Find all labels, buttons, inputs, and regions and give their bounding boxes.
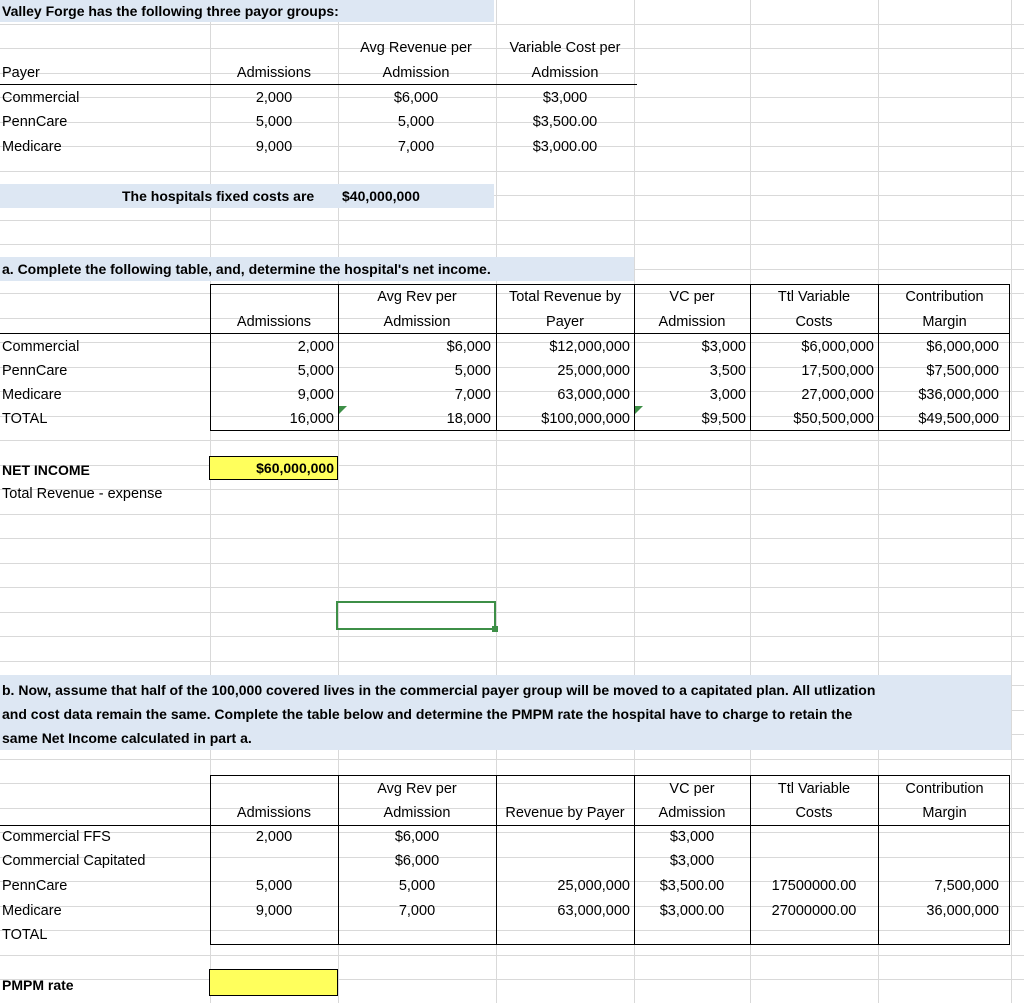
part-a-row-admissions: 5,000 bbox=[297, 363, 334, 379]
part-b-line-2: and cost data remain the same. Complete the table below and determine the PMPM rate the hospital have to charge to retain the bbox=[2, 706, 853, 722]
part-a-table-frame bbox=[210, 284, 1010, 431]
payor-header-payer: Payer bbox=[2, 65, 40, 81]
payor-row-avg-rev: 5,000 bbox=[397, 114, 435, 130]
part-a-header-ttl-vc-2: Costs bbox=[795, 314, 833, 330]
part-a-row-cm: $6,000,000 bbox=[926, 339, 999, 355]
part-b-row-avg-rev: $6,000 bbox=[394, 853, 440, 869]
payor-row-avg-rev: $6,000 bbox=[393, 90, 439, 106]
part-a-col-divider bbox=[750, 284, 751, 431]
part-b-row-vc: $3,000 bbox=[669, 853, 715, 869]
part-a-row-ttl-vc: 27,000,000 bbox=[801, 387, 874, 403]
fixed-costs-value: $40,000,000 bbox=[342, 188, 420, 204]
part-b-row-cm: 36,000,000 bbox=[926, 903, 999, 919]
payor-header-avg-rev-2: Admission bbox=[382, 65, 450, 81]
part-a-row-payer: Medicare bbox=[2, 387, 62, 403]
fixed-costs-label: The hospitals fixed costs are bbox=[122, 188, 315, 204]
pmpm-label: PMPM rate bbox=[2, 977, 74, 993]
part-b-row-ttl-vc: 27000000.00 bbox=[771, 903, 857, 919]
part-b-header-revenue: Revenue by Payer bbox=[505, 805, 625, 821]
part-a-row-avg-rev: $6,000 bbox=[446, 339, 491, 355]
part-a-row-total-rev: 63,000,000 bbox=[557, 387, 630, 403]
part-a-row-vc: $9,500 bbox=[701, 411, 746, 427]
part-a-header-total-rev-1: Total Revenue by bbox=[508, 289, 622, 305]
sheet-title: Valley Forge has the following three payor groups: bbox=[2, 3, 339, 19]
part-a-row-payer: Commercial bbox=[2, 339, 80, 355]
part-b-row-admissions: 2,000 bbox=[255, 829, 293, 845]
payor-row-payer: Medicare bbox=[2, 139, 62, 155]
part-b-row-vc: $3,500.00 bbox=[659, 878, 725, 894]
part-b-row-avg-rev: 7,000 bbox=[398, 903, 436, 919]
part-a-row-avg-rev: 7,000 bbox=[454, 387, 491, 403]
part-a-row-total-rev: $12,000,000 bbox=[549, 339, 630, 355]
part-b-row-payer: Commercial FFS bbox=[2, 829, 111, 845]
part-b-row-admissions: 9,000 bbox=[255, 903, 293, 919]
part-b-line-1: b. Now, assume that half of the 100,000 covered lives in the commercial payer group will be moved to a capitated plan. All utlization bbox=[2, 682, 876, 698]
part-a-row-payer: PennCare bbox=[2, 363, 68, 379]
part-b-row-revenue: 63,000,000 bbox=[557, 903, 630, 919]
payor-row-admissions: 2,000 bbox=[255, 90, 293, 106]
part-b-header-vc-2: Admission bbox=[658, 805, 726, 821]
selected-cell[interactable] bbox=[336, 601, 496, 630]
part-b-header-cm-2: Margin bbox=[922, 805, 967, 821]
part-a-header-avg-rev-1: Avg Rev per bbox=[377, 289, 457, 305]
payor-header-avg-rev-1: Avg Revenue per bbox=[360, 40, 472, 56]
part-b-row-avg-rev: $6,000 bbox=[394, 829, 440, 845]
part-a-row-admissions: 2,000 bbox=[297, 339, 334, 355]
part-a-header-admissions: Admissions bbox=[236, 314, 312, 330]
part-a-header-vc-1: VC per bbox=[669, 289, 715, 305]
part-b-header-avg-rev-2: Admission bbox=[383, 805, 451, 821]
part-a-row-total-rev: 25,000,000 bbox=[557, 363, 630, 379]
net-income-label: NET INCOME bbox=[2, 462, 90, 478]
fill-handle[interactable] bbox=[492, 626, 498, 632]
part-b-line-3: same Net Income calculated in part a. bbox=[2, 730, 252, 746]
part-b-row-admissions: 5,000 bbox=[255, 878, 293, 894]
part-b-row-ttl-vc: 17500000.00 bbox=[771, 878, 857, 894]
payor-row-payer: PennCare bbox=[2, 114, 68, 130]
part-a-row-admissions: 16,000 bbox=[289, 411, 334, 427]
net-income-value: $60,000,000 bbox=[256, 460, 334, 476]
part-a-row-cm: $36,000,000 bbox=[918, 387, 999, 403]
part-b-row-payer: Medicare bbox=[2, 903, 62, 919]
part-b-row-cm: 7,500,000 bbox=[934, 878, 999, 894]
part-a-header-underline bbox=[0, 333, 1010, 334]
part-a-row-vc: $3,000 bbox=[701, 339, 746, 355]
payor-header-underline bbox=[0, 84, 637, 85]
payor-row-payer: Commercial bbox=[2, 90, 80, 106]
payor-row-vc: $3,500.00 bbox=[532, 114, 598, 130]
part-b-header-vc-1: VC per bbox=[669, 781, 715, 797]
part-b-header-ttl-vc-1: Ttl Variable bbox=[777, 781, 851, 797]
part-a-title: a. Complete the following table, and, determine the hospital's net income. bbox=[2, 261, 491, 277]
part-b-row-payer: PennCare bbox=[2, 878, 68, 894]
part-b-row-revenue: 25,000,000 bbox=[557, 878, 630, 894]
part-a-header-cm-1: Contribution bbox=[905, 289, 984, 305]
payor-row-vc: $3,000.00 bbox=[532, 139, 598, 155]
part-a-row-total-rev: $100,000,000 bbox=[541, 411, 630, 427]
payor-row-vc: $3,000 bbox=[542, 90, 588, 106]
part-a-row-ttl-vc: 17,500,000 bbox=[801, 363, 874, 379]
part-b-header-admissions: Admissions bbox=[236, 805, 312, 821]
part-b-header-avg-rev-1: Avg Rev per bbox=[377, 781, 457, 797]
part-b-header-ttl-vc-2: Costs bbox=[795, 805, 833, 821]
part-a-row-avg-rev: 18,000 bbox=[446, 411, 491, 427]
payor-row-admissions: 9,000 bbox=[255, 139, 293, 155]
part-b-row-avg-rev: 5,000 bbox=[398, 878, 436, 894]
part-b-row-total-label: TOTAL bbox=[2, 927, 48, 943]
part-a-row-total-label: TOTAL bbox=[2, 411, 48, 427]
net-income-note: Total Revenue - expense bbox=[2, 486, 163, 502]
part-a-row-ttl-vc: $6,000,000 bbox=[801, 339, 874, 355]
payor-header-vc-1: Variable Cost per bbox=[509, 40, 621, 56]
part-a-row-vc: 3,500 bbox=[709, 363, 746, 379]
part-a-col-divider bbox=[878, 284, 879, 431]
part-a-header-cm-2: Margin bbox=[922, 314, 967, 330]
error-indicator-icon[interactable] bbox=[635, 406, 643, 414]
part-a-row-avg-rev: 5,000 bbox=[454, 363, 491, 379]
part-b-row-vc: $3,000 bbox=[669, 829, 715, 845]
payor-row-admissions: 5,000 bbox=[255, 114, 293, 130]
part-a-row-cm: $49,500,000 bbox=[918, 411, 999, 427]
part-a-header-vc-2: Admission bbox=[658, 314, 726, 330]
part-a-header-ttl-vc-1: Ttl Variable bbox=[777, 289, 851, 305]
part-b-header-cm-1: Contribution bbox=[905, 781, 984, 797]
part-b-row-vc: $3,000.00 bbox=[659, 903, 725, 919]
part-a-col-divider bbox=[496, 284, 497, 431]
error-indicator-icon[interactable] bbox=[339, 406, 347, 414]
part-a-row-cm: $7,500,000 bbox=[926, 363, 999, 379]
payor-header-vc-2: Admission bbox=[531, 65, 599, 81]
part-b-header-underline bbox=[0, 825, 1010, 826]
part-a-row-vc: 3,000 bbox=[709, 387, 746, 403]
payor-row-avg-rev: 7,000 bbox=[397, 139, 435, 155]
payor-header-admissions: Admissions bbox=[236, 65, 312, 81]
part-b-row-payer: Commercial Capitated bbox=[2, 853, 146, 869]
part-a-header-avg-rev-2: Admission bbox=[383, 314, 451, 330]
part-a-row-admissions: 9,000 bbox=[297, 387, 334, 403]
part-a-header-total-rev-2: Payer bbox=[546, 314, 584, 330]
part-a-row-ttl-vc: $50,500,000 bbox=[793, 411, 874, 427]
pmpm-cell[interactable] bbox=[209, 969, 338, 996]
